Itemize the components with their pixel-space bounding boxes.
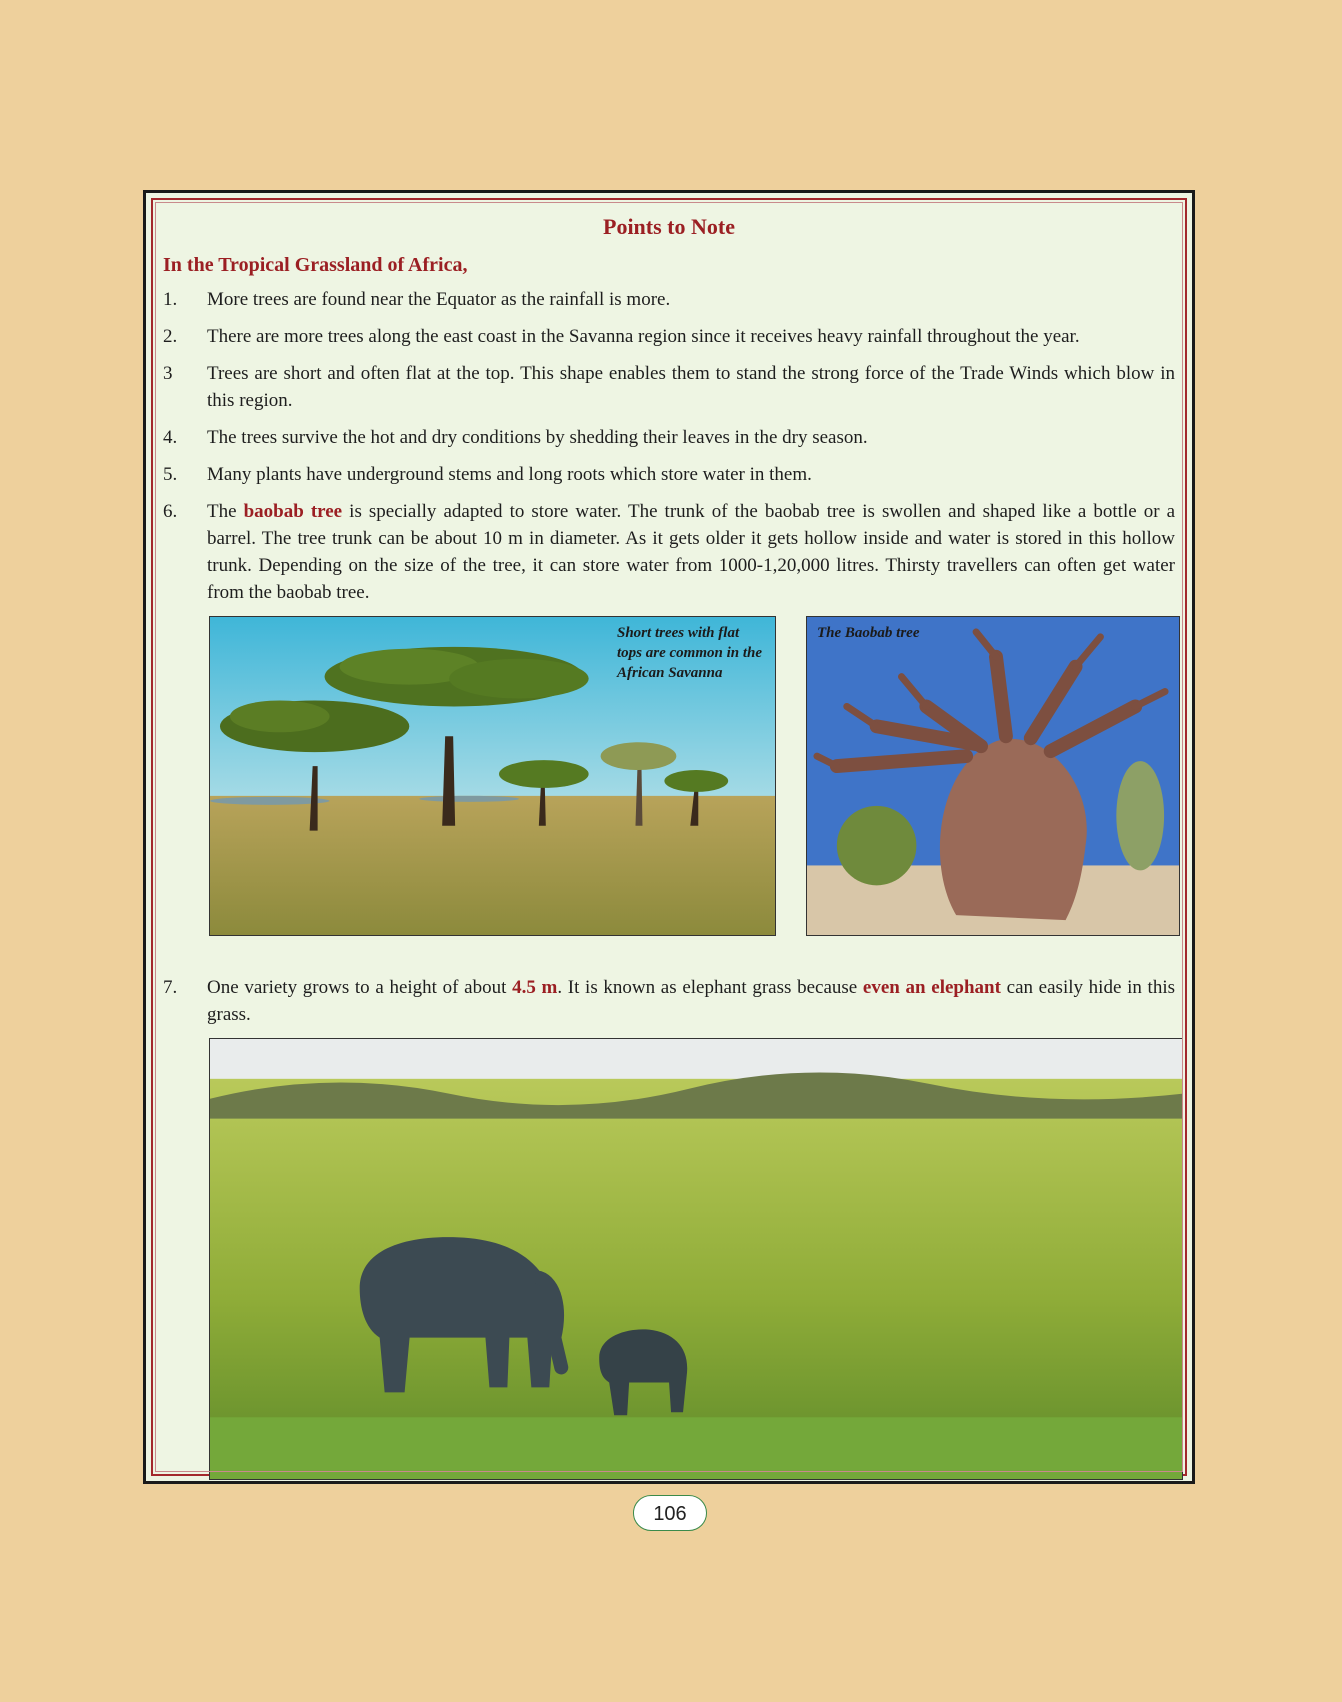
baobab-illustration (807, 617, 1179, 935)
list-item (163, 424, 1175, 451)
highlight-height: 4.5 m (512, 977, 558, 998)
elephant-grass-photo (209, 1038, 1183, 1480)
list-item (163, 323, 1175, 350)
page-number: 106 (633, 1495, 707, 1531)
text-run: . It is known as elephant grass because (557, 977, 863, 998)
item-text (207, 974, 1175, 1028)
box-inner-border (151, 198, 1187, 1476)
savanna-photo (209, 616, 776, 936)
list-item-baobab (163, 498, 1175, 606)
baobab-caption: The Baobab tree (817, 625, 920, 641)
item-number: 5. (163, 464, 178, 485)
photo-row (163, 616, 1175, 956)
item-number: 7. (163, 977, 178, 998)
baobab-photo (806, 616, 1180, 936)
savanna-caption: Short trees with flat tops are common in the African Savanna (617, 625, 763, 681)
item-number: 1. (163, 289, 178, 310)
elephant-grass-illustration (210, 1039, 1182, 1479)
box-content (163, 214, 1175, 1480)
item-text: Trees are short and often flat at the top. This shape enables them to stand the strong force of the Trade Winds which blow in this region. (207, 363, 1175, 411)
points-to-note-box (143, 190, 1195, 1484)
highlight-baobab-tree: baobab tree (243, 501, 343, 522)
item-number: 6. (163, 501, 178, 522)
list-item-elephant-grass (163, 974, 1175, 1028)
text-run: can easily hide in this grass. (207, 977, 1175, 1025)
item-text: More trees are found near the Equator as the rainfall is more. (207, 289, 671, 310)
list-item (163, 360, 1175, 414)
item-number: 2. (163, 326, 178, 347)
highlight-elephant: even an elephant (862, 977, 1001, 998)
item-text: The trees survive the hot and dry conditions by shedding their leaves in the dry season. (207, 427, 868, 448)
item-text: There are more trees along the east coast in the Savanna region since it receives heavy rainfall throughout the year. (207, 326, 1080, 347)
box-title: Points to Note (603, 214, 735, 239)
item-text: Many plants have underground stems and long roots which store water in them. (207, 464, 812, 485)
item-number: 4. (163, 427, 178, 448)
item-number: 3 (163, 363, 173, 384)
section-heading: In the Tropical Grassland of Africa, (163, 254, 468, 276)
item-text (207, 498, 1175, 606)
text-run: One variety grows to a height of about (207, 977, 513, 998)
list-item (163, 461, 1175, 488)
text-run: is specially adapted to store water. The trunk of the baobab tree is swollen and shaped like a bottle or a barrel. The tree trunk can be about 10 m in diameter. As it gets older it gets hollow inside and water is stored in this hollow trunk. Depending on the size of the tree, it can store water from 1000-1,20,000 litres. Thirsty travellers can often get water from the baobab tree. (207, 501, 1176, 603)
list-item (163, 286, 1175, 313)
text-run: The (207, 501, 244, 522)
